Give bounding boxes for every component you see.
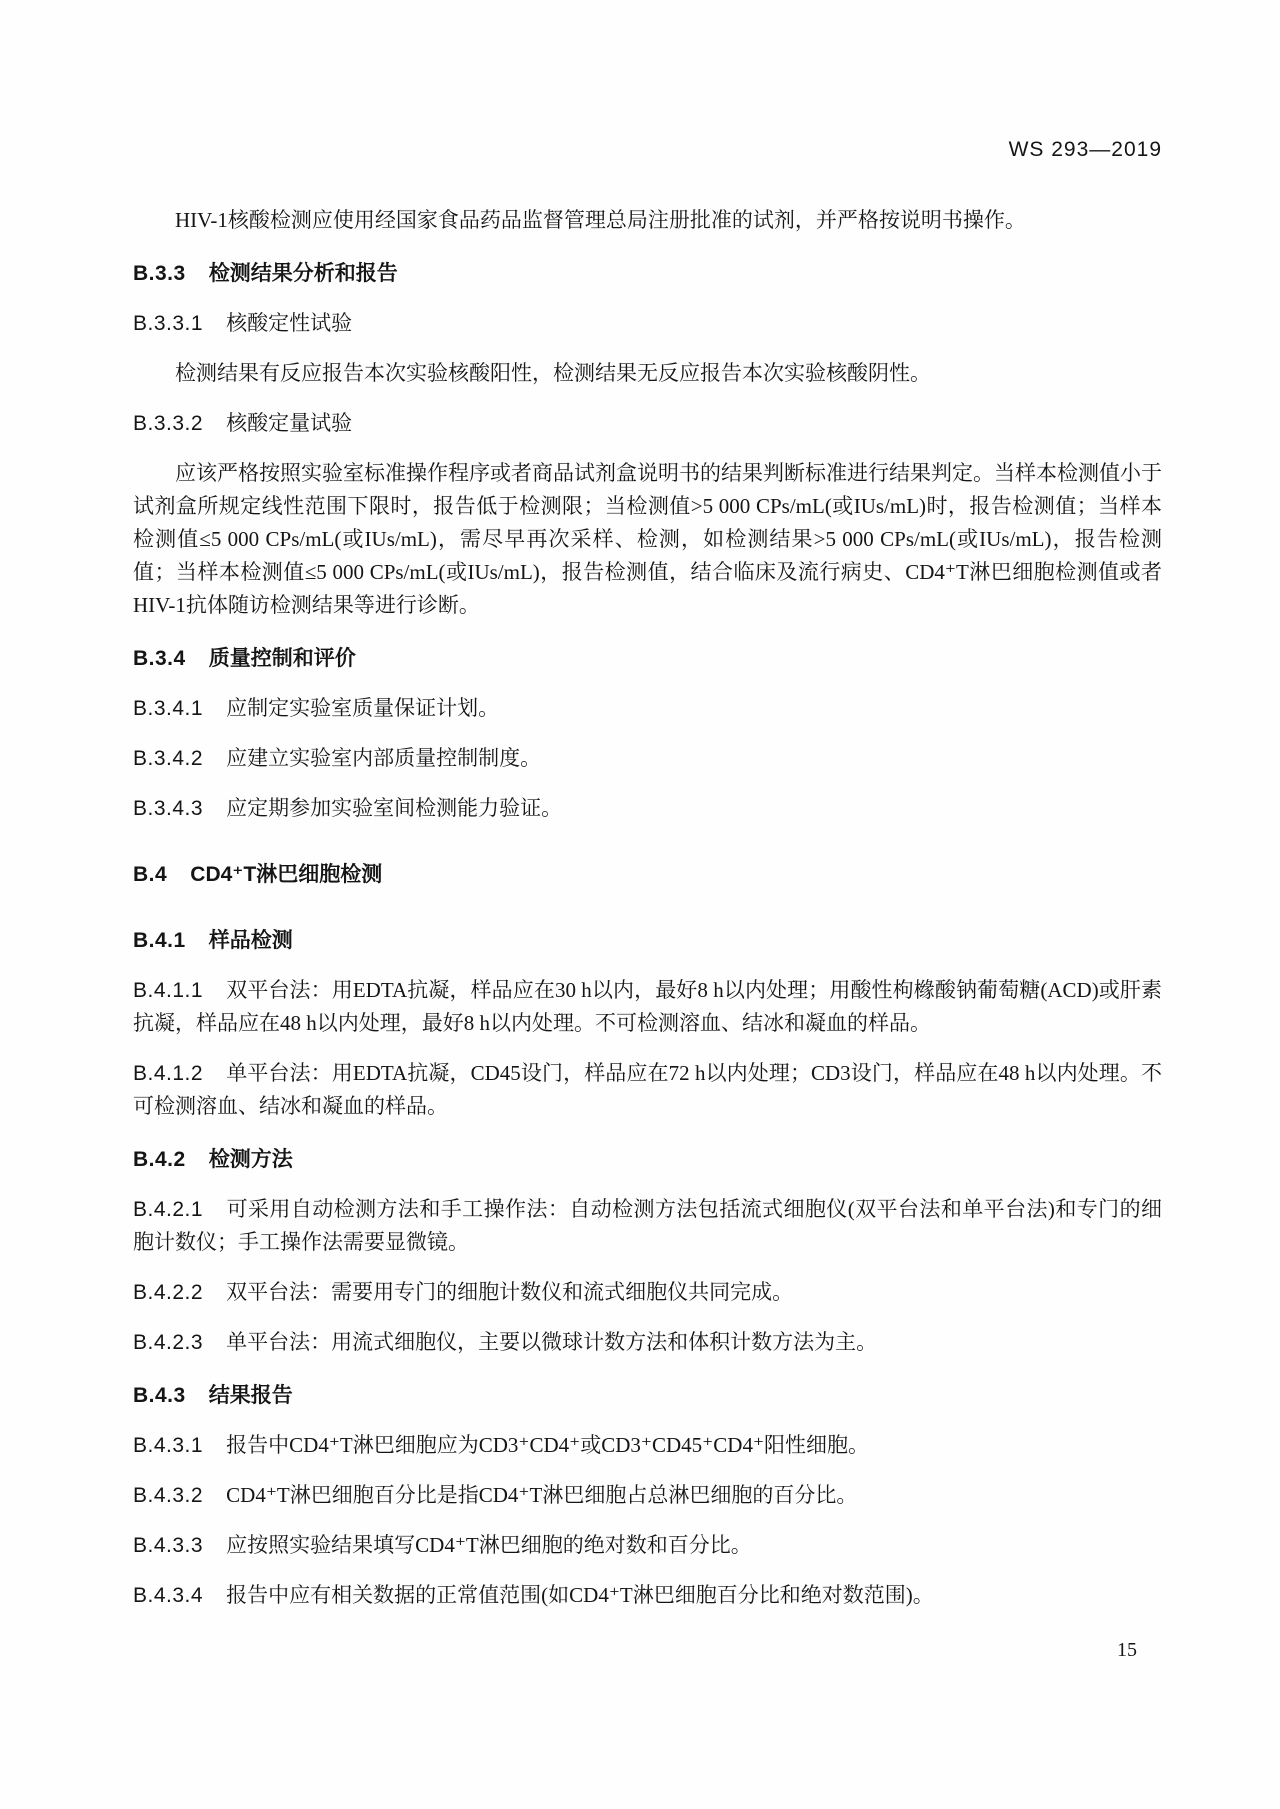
section-title: 检测结果分析和报告 (208, 262, 398, 285)
doc-code: WS 293—2019 (1008, 138, 1162, 161)
section-title: 样品检测 (208, 929, 293, 952)
clause-b3-4-1 (133, 692, 1162, 725)
clause-text: CD4⁺T淋巴细胞百分比是指CD4⁺T淋巴细胞占总淋巴细胞的百分比。 (226, 1483, 858, 1507)
clause-text: 应定期参加实验室间检测能力验证。 (226, 796, 563, 820)
clause-b4-3-1 (133, 1429, 1162, 1462)
clause-number: B.3.4.1 (133, 697, 204, 720)
clause-number: B.3.3.2 (133, 412, 204, 435)
clause-text: 应按照实验结果填写CD4⁺T淋巴细胞的绝对数和百分比。 (226, 1533, 752, 1557)
clause-number: B.4.2.3 (133, 1331, 204, 1354)
clause-number: B.4.2.2 (133, 1281, 204, 1304)
clause-number: B.3.3 (133, 262, 186, 285)
clause-b4-2-2 (133, 1276, 1162, 1309)
clause-b4-2-3 (133, 1326, 1162, 1359)
clause-text: 应制定实验室质量保证计划。 (226, 696, 500, 720)
clause-number: B.3.4 (133, 647, 186, 670)
section-heading-b4-1 (133, 924, 1162, 957)
section-title: 检测方法 (208, 1148, 293, 1171)
clause-number: B.4.2 (133, 1148, 186, 1171)
section-title: CD4⁺T淋巴细胞检测 (190, 863, 383, 886)
section-heading-b4-3 (133, 1379, 1162, 1412)
clause-number: B.4.2.1 (133, 1198, 204, 1221)
section-heading-b4 (133, 858, 1162, 891)
clause-b4-3-4 (133, 1579, 1162, 1612)
section-heading-b3-4 (133, 642, 1162, 675)
clause-b4-1-1 (133, 974, 1162, 1040)
section-title: 质量控制和评价 (208, 647, 356, 670)
section-title: 结果报告 (208, 1384, 293, 1407)
clause-number: B.4.1.2 (133, 1062, 204, 1085)
document-header (133, 138, 1162, 162)
clause-b4-1-2 (133, 1057, 1162, 1123)
clause-text: 双平台法：需要用专门的细胞计数仪和流式细胞仪共同完成。 (226, 1280, 794, 1304)
clause-number: B.3.4.3 (133, 797, 204, 820)
clause-b3-4-2 (133, 742, 1162, 775)
clause-text: 可采用自动检测方法和手工操作法：自动检测方法包括流式细胞仪(双平台法和单平台法)和专门的细胞计数仪；手工操作法需要显微镜。 (133, 1197, 1162, 1254)
clause-text: 报告中CD4⁺T淋巴细胞应为CD3⁺CD4⁺或CD3⁺CD45⁺CD4⁺阳性细胞。 (226, 1433, 870, 1457)
clause-number: B.3.4.2 (133, 747, 204, 770)
section-heading-b3-3 (133, 257, 1162, 290)
section-heading-b4-2 (133, 1143, 1162, 1176)
intro-paragraph: HIV-1核酸检测应使用经国家食品药品监督管理总局注册批准的试剂，并严格按说明书操作。 (175, 208, 1026, 232)
clause-number: B.4.3 (133, 1384, 186, 1407)
clause-number: B.4.3.2 (133, 1484, 204, 1507)
clause-number: B.4.3.4 (133, 1584, 204, 1607)
clause-b4-3-2 (133, 1479, 1162, 1512)
clause-text: 单平台法：用流式细胞仪，主要以微球计数方法和体积计数方法为主。 (226, 1330, 878, 1354)
page-number: 15 (1117, 1639, 1137, 1661)
clause-text: 单平台法：用EDTA抗凝，CD45设门，样品应在72 h以内处理；CD3设门，样品应在48 h以内处理。不可检测溶血、结冰和凝血的样品。 (133, 1061, 1162, 1118)
clause-number: B.3.3.1 (133, 312, 204, 335)
paragraph-b3-3-1: 检测结果有反应报告本次实验核酸阳性，检测结果无反应报告本次实验核酸阴性。 (175, 361, 931, 385)
section-title: 核酸定性试验 (226, 311, 353, 335)
clause-number: B.4.3.3 (133, 1534, 204, 1557)
clause-text: 双平台法：用EDTA抗凝，样品应在30 h以内，最好8 h以内处理；用酸性枸橼酸钠葡萄糖(ACD)或肝素抗凝，样品应在48 h以内处理，最好8 h以内处理。不可检测溶血、结冰和凝血的样品。 (133, 978, 1162, 1035)
paragraph-b3-3-2: 应该严格按照实验室标准操作程序或者商品试剂盒说明书的结果判断标准进行结果判定。当样本检测值小于试剂盒所规定线性范围下限时，报告低于检测限；当检测值>5 000 CPs/mL(或IUs/mL)时，报告检测值；当样本检测值≤5 000 CPs/mL(或IUs/mL)，需尽早再次采样、检测，如检测结果>5 000 CPs/mL(或IUs/mL)，报告检测值；当样本检测值≤5 000 CPs/mL(或IUs/mL)，报告检测值，结合临床及流行病史、CD4⁺T淋巴细胞检测值或者HIV-1抗体随访检测结果等进行诊断。 (133, 461, 1162, 617)
clause-number: B.4.1.1 (133, 979, 204, 1002)
clause-number: B.4 (133, 863, 168, 886)
clause-b4-3-3 (133, 1529, 1162, 1562)
clause-b3-4-3 (133, 792, 1162, 825)
clause-b4-2-1 (133, 1193, 1162, 1259)
clause-text: 应建立实验室内部质量控制制度。 (226, 746, 542, 770)
clause-number: B.4.1 (133, 929, 186, 952)
section-title: 核酸定量试验 (226, 411, 353, 435)
clause-number: B.4.3.1 (133, 1434, 204, 1457)
section-heading-b3-3-2 (133, 407, 1162, 440)
clause-text: 报告中应有相关数据的正常值范围(如CD4⁺T淋巴细胞百分比和绝对数范围)。 (226, 1583, 934, 1607)
section-heading-b3-3-1 (133, 307, 1162, 340)
